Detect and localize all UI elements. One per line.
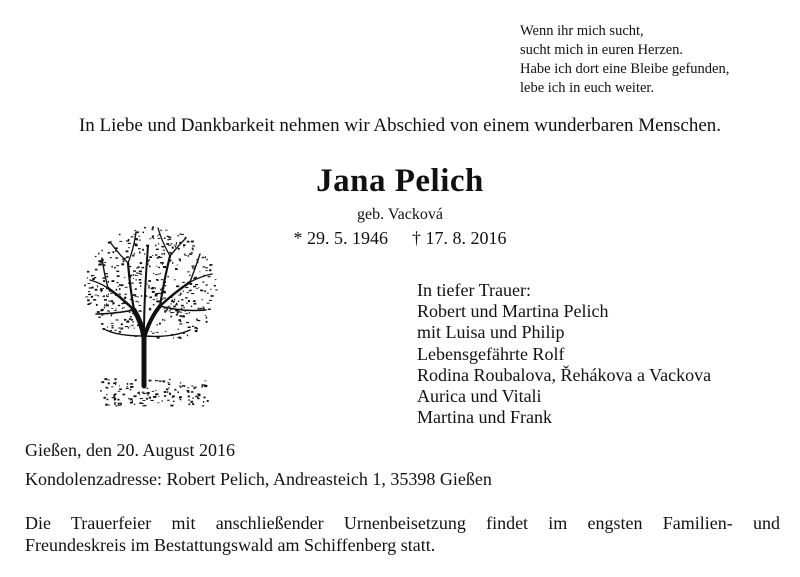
deceased-name: Jana Pelich [316,163,484,199]
mourners-block [417,280,711,428]
poem-line: Habe ich dort eine Bleibe gefunden, [520,61,730,77]
mourner-line: Martina und Frank [417,407,552,428]
poem-line: Wenn ihr mich sucht, [520,23,644,39]
poem [520,22,790,98]
poem-line: lebe ich in euch weiter. [520,80,655,96]
mourner-line: Lebensgefährte Rolf [417,343,565,364]
birth-name: geb. Vacková [357,206,443,223]
ceremony-line: Die Trauerfeier mit anschließender Urnenbeisetzung findet im engsten Familien- und [25,513,780,533]
place-date: Gießen, den 20. August 2016 [25,440,235,460]
mourner-line: mit Luisa und Philip [417,322,565,343]
mourners-heading: In tiefer Trauer: [417,280,531,300]
death-date: † 17. 8. 2016 [412,228,507,248]
ceremony-line: Freundeskreis im Bestattungswald am Schiffenberg statt. [25,535,436,555]
condolence-address: Kondolenzadresse: Robert Pelich, Andreasteich 1, 35398 Gießen [25,469,492,489]
ceremony-notice [25,512,780,556]
intro-text: In Liebe und Dankbarkeit nehmen wir Abschied von einem wunderbaren Menschen. [78,115,722,136]
mourner-line: Aurica und Vitali [417,386,542,407]
mourner-line: Robert und Martina Pelich [417,301,609,322]
birth-date: * 29. 5. 1946 [293,228,388,248]
mourner-line: Rodina Roubalova, Řehákova a Vackova [417,364,712,385]
tree-icon [78,218,223,408]
poem-line: sucht mich in euren Herzen. [520,42,684,58]
